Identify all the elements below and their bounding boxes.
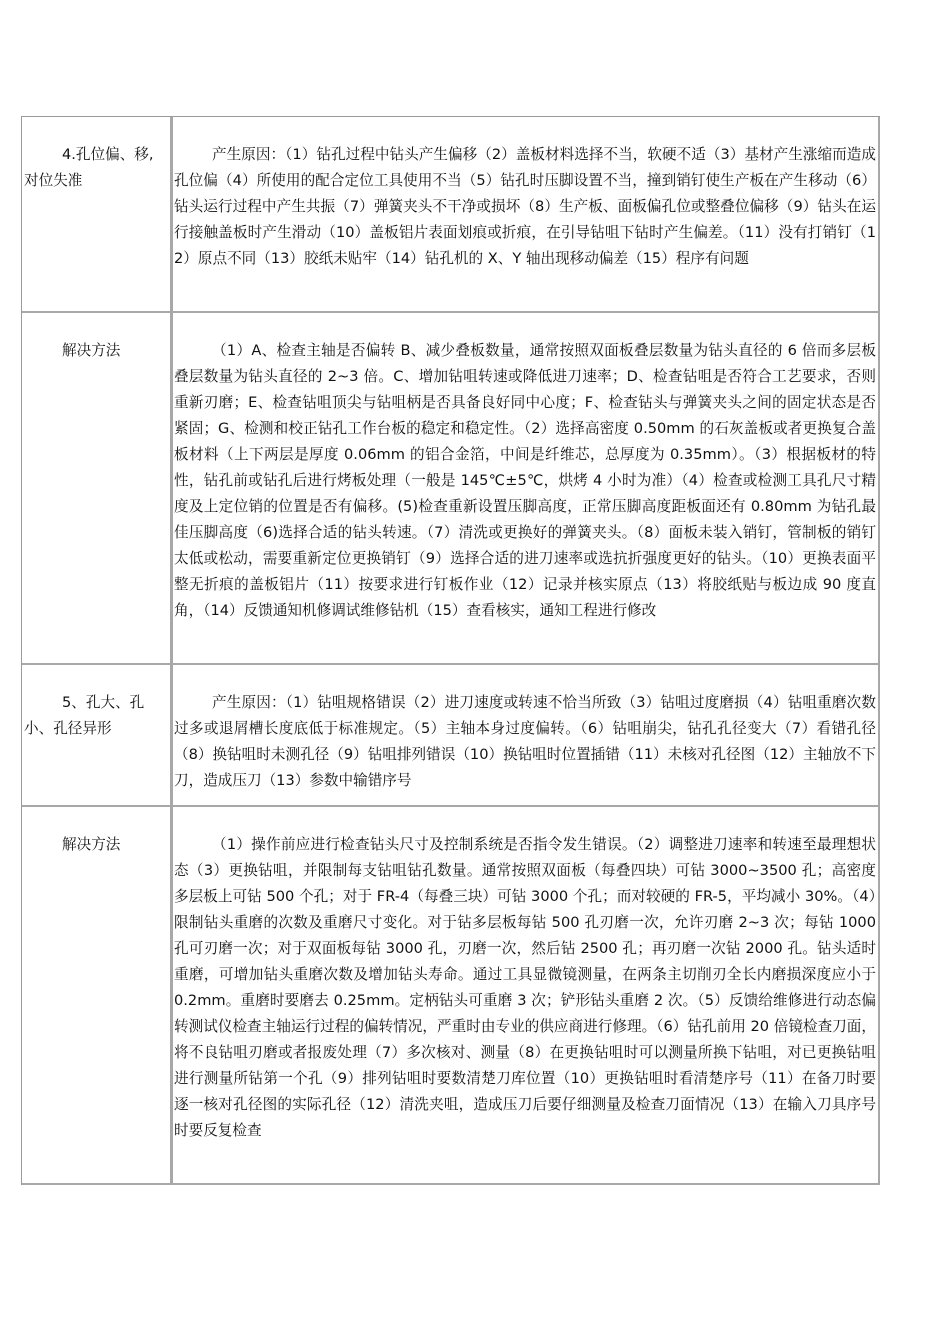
row-label: 解决方法 — [22, 807, 173, 1185]
table-row-hole-offset-solutions — [22, 313, 880, 665]
row-content: 产生原因：（1）钻孔过程中钻头产生偏移（2）盖板材料选择不当，软硬不适（3）基材产生涨缩而造成孔位偏（4）所使用的配合定位工具使用不当（5）钻孔时压脚设置不当，撞到销钉使生产板在产生移动（6）钻头运行过程中产生共振（7）弹簧夹头不干净或损坏（8）生产板、面板偏孔位或整叠位偏移（9）钻头在运行接触盖板时产生滑动（10）盖板铝片表面划痕或折痕，在引导钻咀下钻时产生偏差。（11）没有打销钉（12）原点不同（13）胶纸未贴牢（14）钻孔机的 X、Y 轴出现移动偏差（15）程序有问题 — [173, 117, 880, 313]
table-row-hole-size-causes — [22, 665, 880, 807]
table-row-hole-size-solutions — [22, 807, 880, 1185]
row-label: 4.孔位偏、移,对位失准 — [22, 117, 173, 313]
row-content: （1）A、检查主轴是否偏转 B、减少叠板数量，通常按照双面板叠层数量为钻头直径的 6 倍而多层板叠层数量为钻头直径的 2~3 倍。C、增加钻咀转速或降低进刀速率；D、检查钻咀是否符合工艺要求，否则重新刃磨；E、检查钻咀顶尖与钻咀柄是否具备良好同中心度；F、检查钻头与弹簧夹头之间的固定状态是否紧固；G、检测和校正钻孔工作台板的稳定和稳定性。（2）选择高密度 0.50mm 的石灰盖板或者更换复合盖板材料（上下两层是厚度 0.06mm 的铝合金箔，中间是纤维芯，总厚度为 0.35mm）。（3）根据板材的特性，钻孔前或钻孔后进行烤板处理（一般是 145℃±5℃，烘烤 4 小时为准）（4）检查或检测工具孔尺寸精度及上定位销的位置是否有偏移。(5)检查重新设置压脚高度，正常压脚高度距板面还有 0.80mm 为钻孔最佳压脚高度（6)选择合适的钻头转速。（7）清洗或更换好的弹簧夹头。（8）面板未装入销钉，管制板的销钉太低或松动，需要重新定位更换销钉（9）选择合适的进刀速率或选抗折强度更好的钻头。（10）更换表面平整无折痕的盖板铝片（11）按要求进行钉板作业（12）记录并核实原点（13）将胶纸贴与板边成 90 度直角，（14）反馈通知机修调试维修钻机（15）查看核实，通知工程进行修改 — [173, 313, 880, 665]
table-row-hole-offset-causes — [22, 117, 880, 313]
row-label: 解决方法 — [22, 313, 173, 665]
row-content: （1）操作前应进行检查钻头尺寸及控制系统是否指令发生错误。（2）调整进刀速率和转速至最理想状态（3）更换钻咀，并限制每支钻咀钻孔数量。通常按照双面板（每叠四块）可钻 3000~3500 孔；高密度多层板上可钻 500 个孔；对于 FR-4（每叠三块）可钻 3000 个孔；而对较硬的 FR-5，平均减小 30%。（4）限制钻头重磨的次数及重磨尺寸变化。对于钻多层板每钻 500 孔刃磨一次，允许刃磨 2~3 次；每钻 1000 孔可刃磨一次；对于双面板每钻 3000 孔，刃磨一次，然后钻 2500 孔；再刃磨一次钻 2000 孔。钻头适时重磨，可增加钻头重磨次数及增加钻头寿命。通过工具显微镜测量，在两条主切削刃全长内磨损深度应小于 0.2mm。重磨时要磨去 0.25mm。定柄钻头可重磨 3 次；铲形钻头重磨 2 次。（5）反馈给维修进行动态偏转测试仪检查主轴运行过程的偏转情况，严重时由专业的供应商进行修理。（6）钻孔前用 20 倍镜检查刀面，将不良钻咀刃磨或者报废处理（7）多次核对、测量（8）在更换钻咀时可以测量所换下钻咀，对已更换钻咀进行测量所钻第一个孔（9）排列钻咀时要数清楚刀库位置（10）更换钻咀时看清楚序号（11）在备刀时要逐一核对孔径图的实际孔径（12）清洗夹咀，造成压刀后要仔细测量及检查刀面情况（13）在输入刀具序号时要反复检查 — [173, 807, 880, 1185]
row-label: 5、孔大、孔小、孔径异形 — [22, 665, 173, 807]
defect-table — [21, 116, 880, 1185]
row-content: 产生原因：（1）钻咀规格错误（2）进刀速度或转速不恰当所致（3）钻咀过度磨损（4）钻咀重磨次数过多或退屑槽长度底低于标准规定。（5）主轴本身过度偏转。（6）钻咀崩尖，钻孔孔径变大（7）看错孔径（8）换钻咀时未测孔径（9）钻咀排列错误（10）换钻咀时位置插错（11）未核对孔径图（12）主轴放不下刀，造成压刀（13）参数中输错序号 — [173, 665, 880, 807]
